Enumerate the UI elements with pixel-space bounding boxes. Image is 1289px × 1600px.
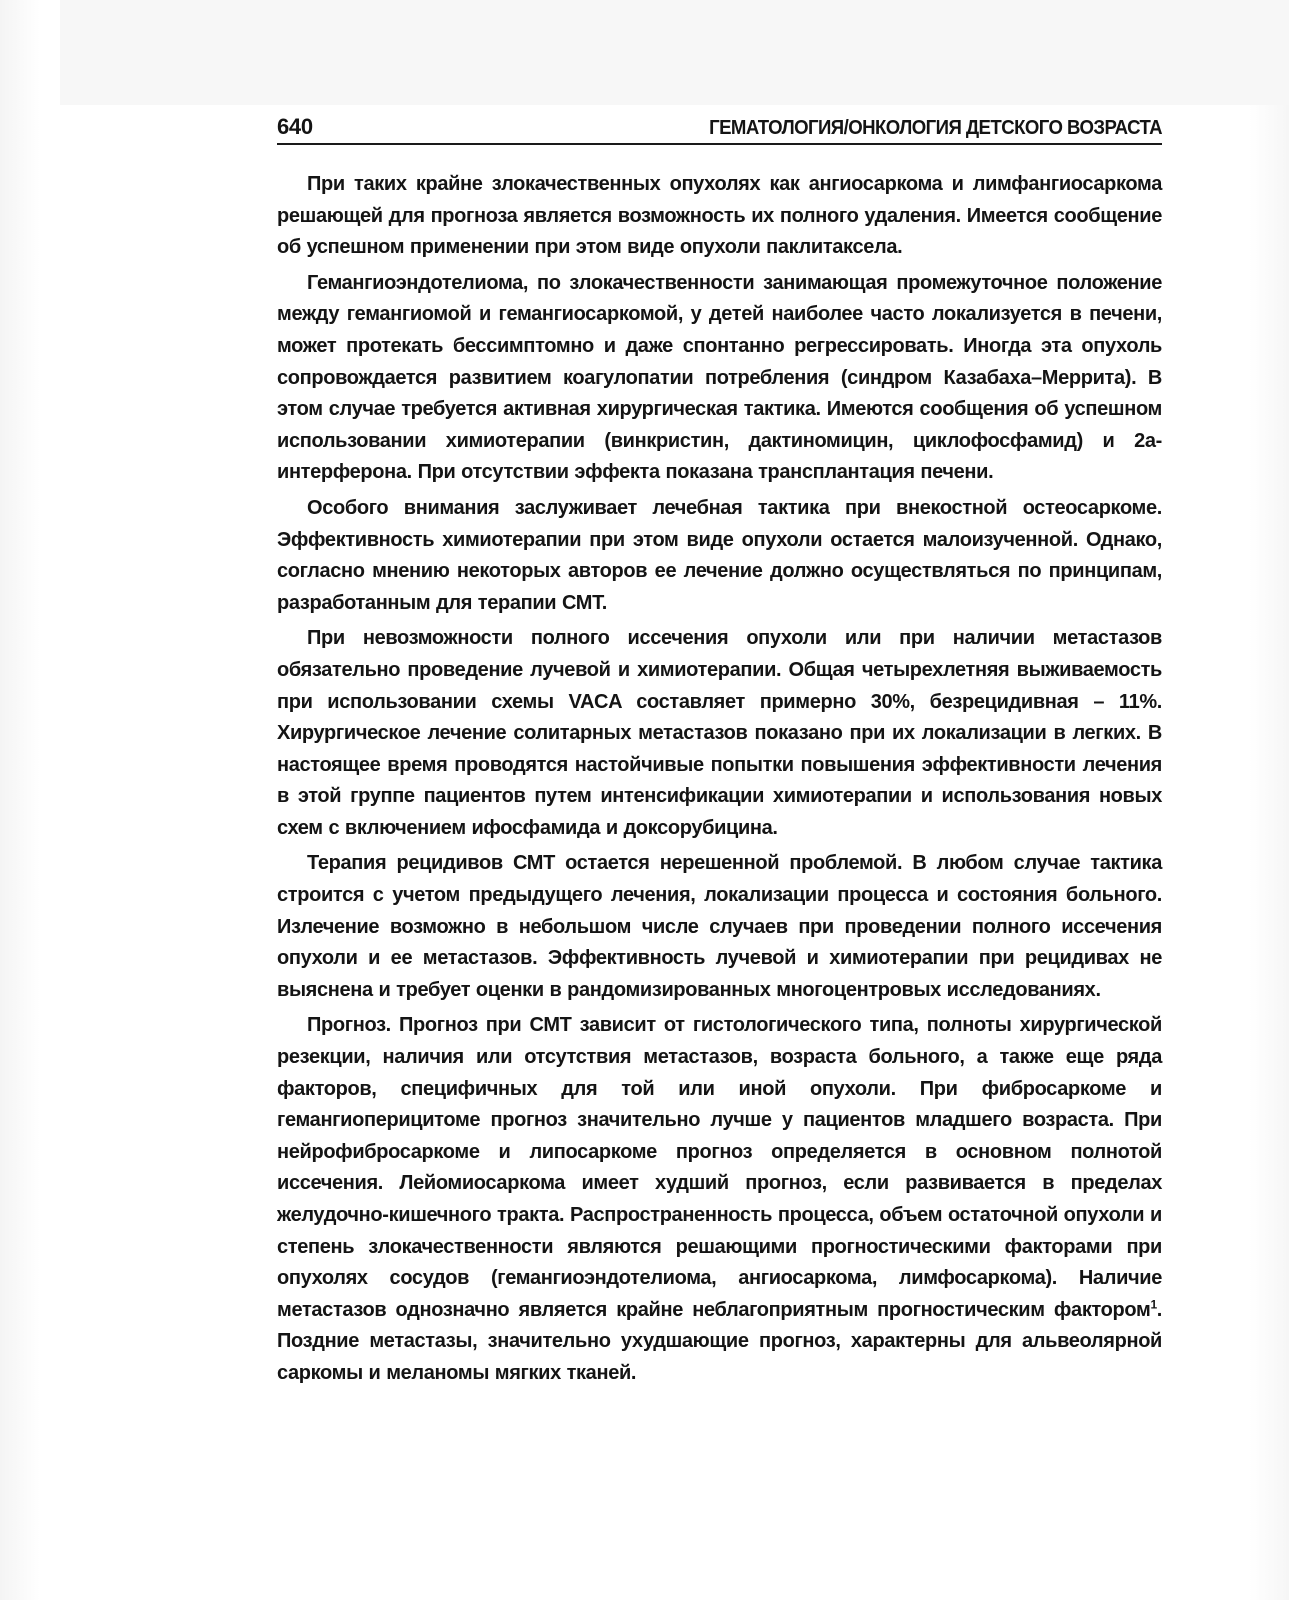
body-text [277,169,1162,1390]
prognosis-text-end: . Поздние метастазы, значительно ухудшающие прогноз, характерны для альвеолярной саркомы и меланомы мягких тканей. [277,1298,1162,1384]
paragraph-metastases-treatment: При невозможности полного иссечения опухоли или при наличии метастазов обязательно проведение лучевой и химиотерапии. Общая четырехлетняя выживаемость при использовании схемы VACA составляет примерно 30%, безрецидивная – 11%. Хирургическое лечение солитарных метастазов показано при их локализации в легких. В настоящее время проводятся настойчивые попытки повышения эффективности лечения в этой группе пациентов путем интенсификации химиотерапии и использования новых схем с включением ифосфамида и доксорубицина. [277,627,1162,839]
paragraph-extraosseous-osteosarcoma: Особого внимания заслуживает лечебная тактика при внекостной остеосаркоме. Эффективность химиотерапии при этом виде опухоли остается малоизученной. Однако, согласно мнению некоторых авторов ее лечение должно осуществляться по принципам, разработанным для терапии СМТ. [277,496,1162,614]
paragraph-angiosarcoma: При таких крайне злокачественных опухолях как ангиосаркома и лимфангиосаркома решающей для прогноза является возможность их полного удаления. Имеется сообщение об успешном применении при этом виде опухоли паклитаксела. [277,173,1162,259]
running-title: ГЕМАТОЛОГИЯ/ОНКОЛОГИЯ ДЕТСКОГО ВОЗРАСТА [709,117,1162,139]
paragraph-hemangioendothelioma: Гемангиоэндотелиома, по злокачественности занимающая промежуточное положение между гемангиомой и гемангиосаркомой, у детей наиболее часто локализуется в печени, может протекать бессимптомно и даже спонтанно регрессировать. Иногда эта опухоль сопровождается развитием коагулопатии потребления (синдром Казабаха–Меррита). В этом случае требуется активная хирургическая тактика. Имеются сообщения об успешном использовании химиотерапии (винкристин, дактиномицин, циклофосфамид) и 2a-интерферона. При отсутствии эффекта показана трансплантация печени. [277,271,1162,484]
running-header [277,108,1162,140]
footnote-marker: 1 [1150,1297,1157,1312]
prognosis-text: Прогноз при СМТ зависит от гистологического типа, полноты хирургической резекции, наличия или отсутствия метастазов, возраста больного, а также еще ряда факторов, специфичных для той или иной опухоли. При фибросаркоме и гемангиоперицитоме прогноз значительно лучше у пациентов младшего возраста. При нейрофибросаркоме и липосаркоме прогноз определяется в основном полнотой иссечения. Лейомиосаркома имеет худший прогноз, если развивается в пределах желудочно-кишечного тракта. Распространенность процесса, объем остаточной опухоли и степень злокачественности являются решающими прогностическими факторами при опухолях сосудов (гемангиоэндотелиома, ангиосаркома, лимфосаркома). Наличие метастазов однозначно является крайне неблагоприятным прогностическим фактором [277,1014,1162,1321]
prognosis-run-in-heading: Прогноз. [307,1014,391,1037]
book-page [277,108,1162,1394]
paragraph-relapse-therapy: Терапия рецидивов СМТ остается нерешенной проблемой. В любом случае тактика строится с учетом предыдущего лечения, локализации процесса и состояния больного. Излечение возможно в небольшом числе случаев при проведении полного иссечения опухоли и ее метастазов. Эффективность лучевой и химиотерапии при рецидивах не выяснена и требует оценки в рандомизированных многоцентровых исследованиях. [277,852,1162,1001]
scan-margin-band [60,0,1289,105]
page-number: 640 [277,114,313,139]
header-rule [277,143,1162,145]
paragraph-prognosis [277,1010,1162,1389]
